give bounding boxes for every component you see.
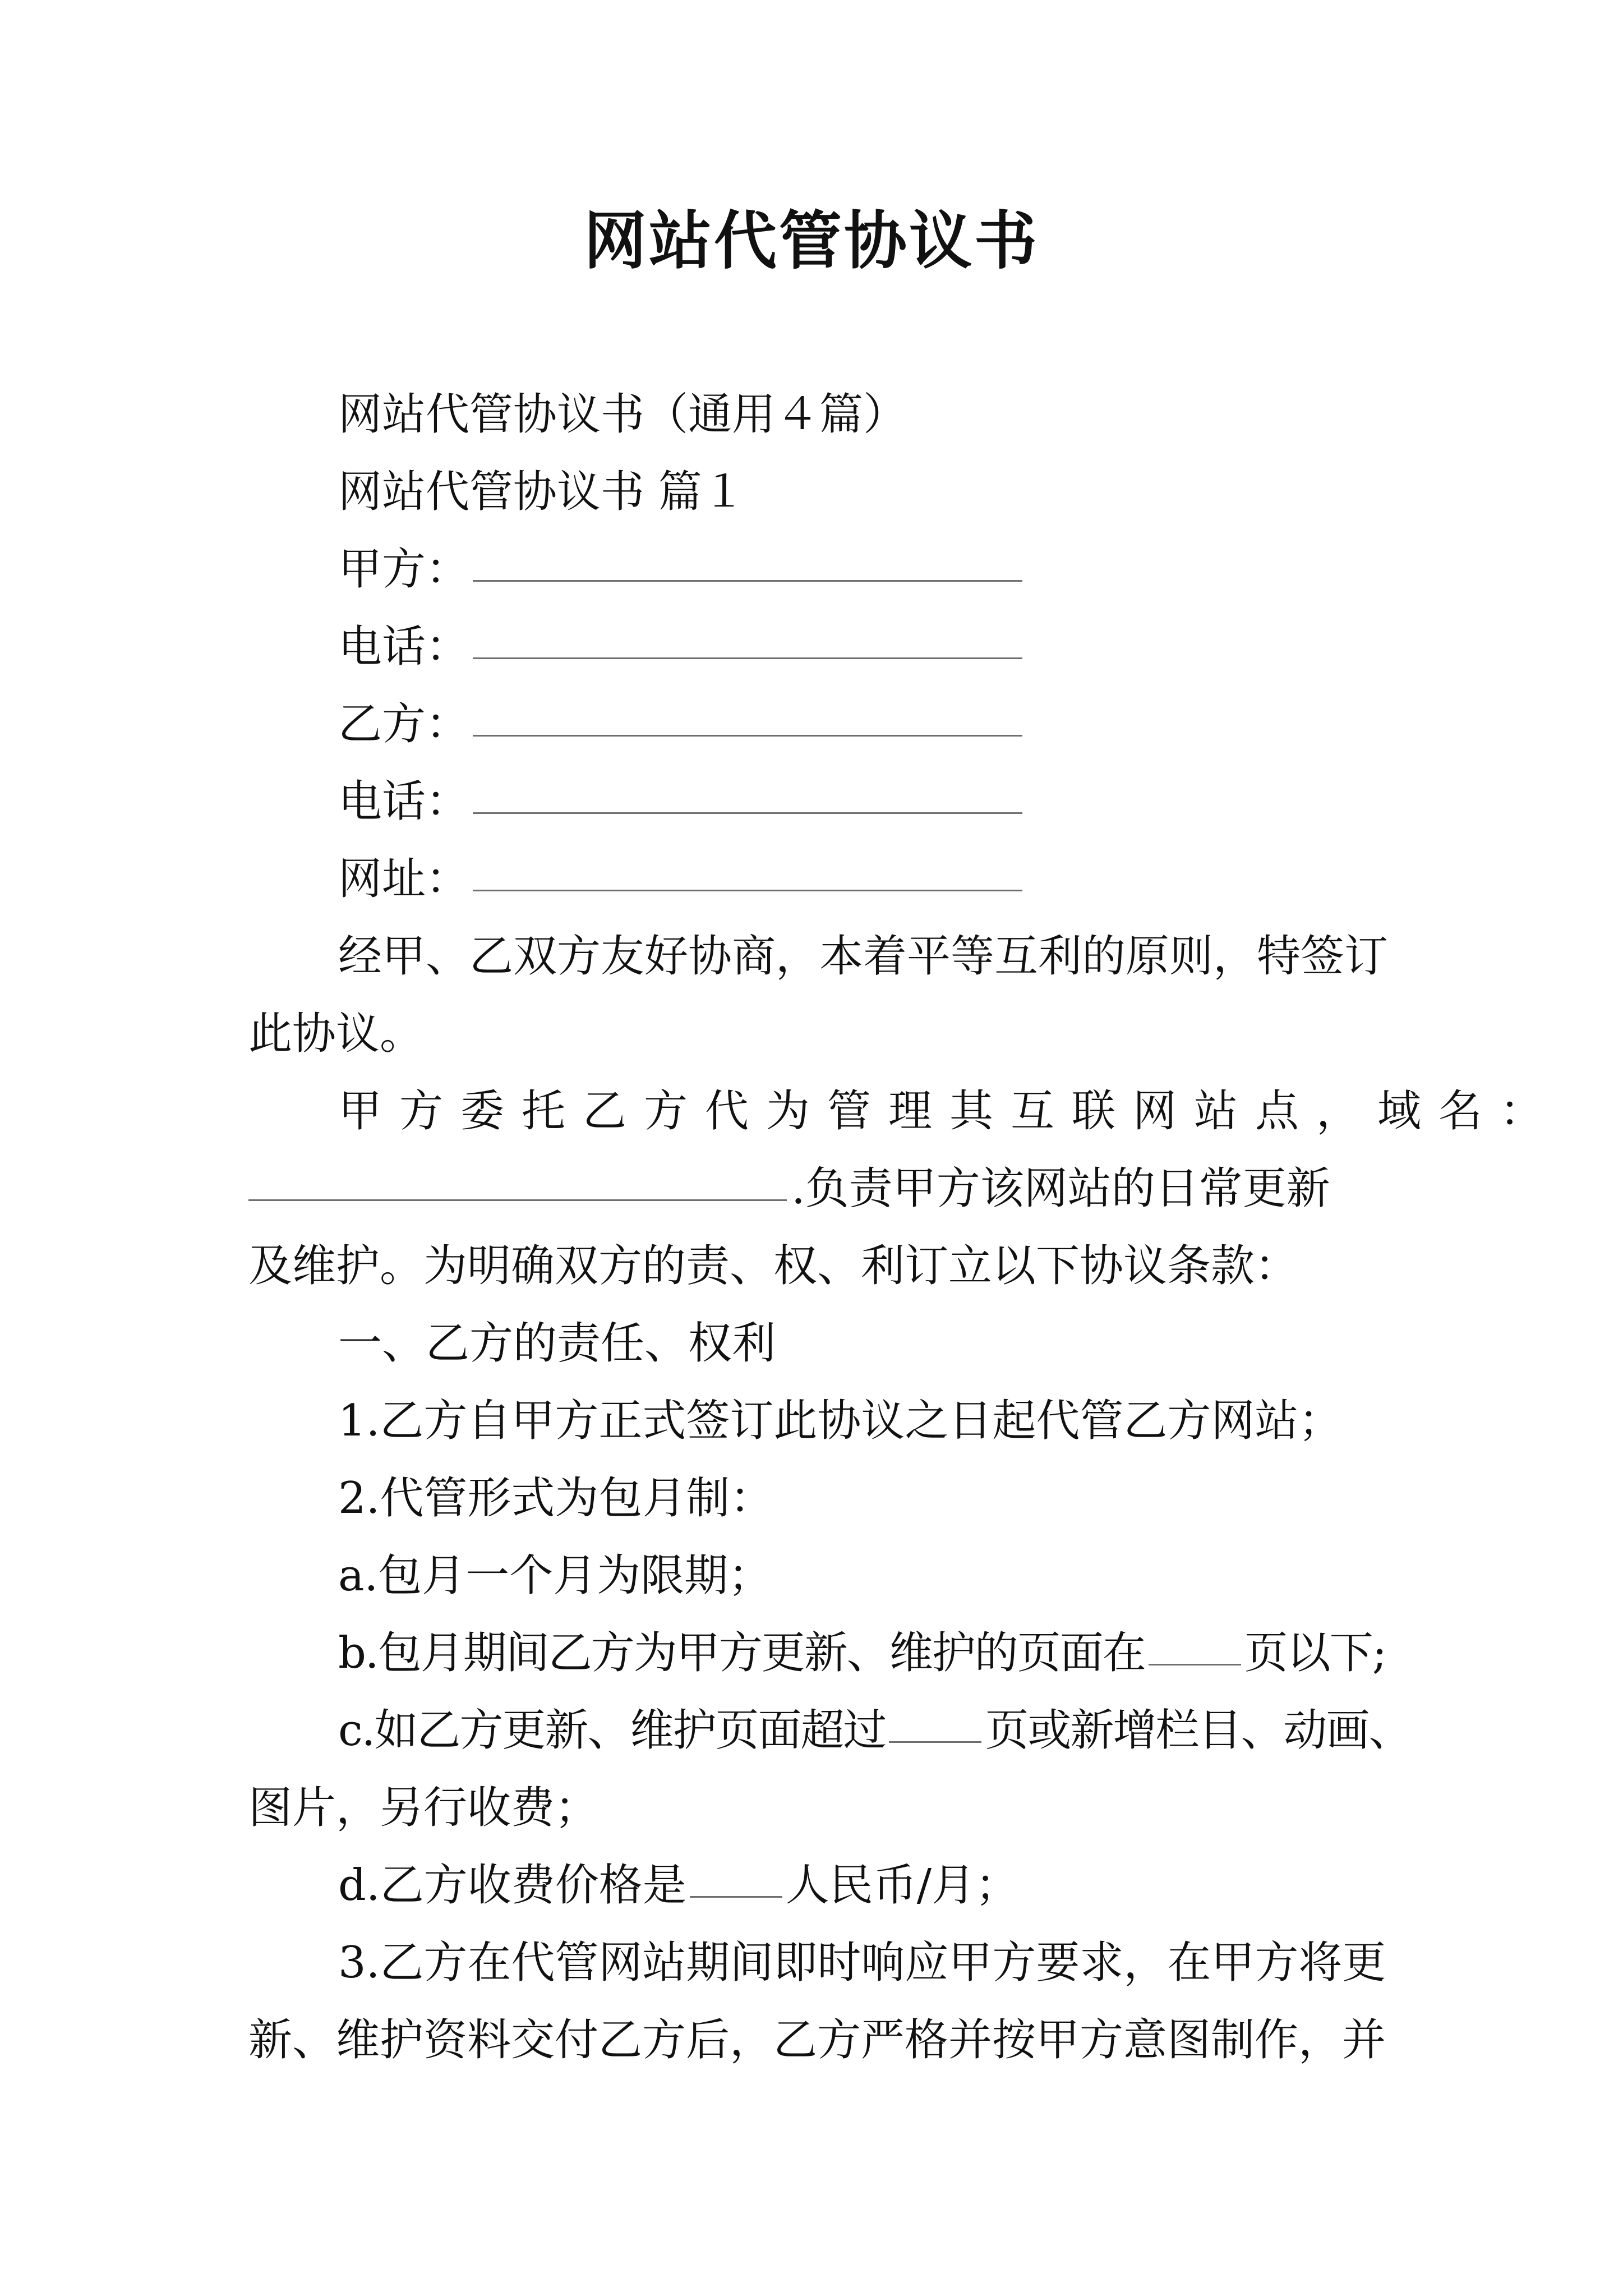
part-heading: 网站代管协议书 篇１ bbox=[338, 467, 746, 517]
document-title: 网站代管协议书 bbox=[584, 204, 1039, 278]
party-b-field bbox=[248, 685, 1381, 763]
item-c-text-after: 页或新增栏目、动画、 bbox=[985, 1705, 1412, 1756]
party-b-blank bbox=[473, 685, 1022, 737]
item-d bbox=[248, 1847, 1381, 1924]
website-field bbox=[248, 840, 1381, 918]
party-a-phone-field bbox=[248, 608, 1381, 685]
party-b-phone-label: 电话： bbox=[338, 776, 470, 827]
website-label: 网址： bbox=[338, 854, 470, 904]
item-b-page-blank bbox=[1149, 1614, 1241, 1665]
entrust-line-2 bbox=[248, 1150, 1381, 1227]
item-a: a.包月一个月为限期； bbox=[338, 1550, 772, 1601]
party-a-blank bbox=[473, 531, 1022, 582]
item-b bbox=[248, 1614, 1386, 1692]
item-d-price-blank bbox=[690, 1847, 782, 1898]
website-blank bbox=[473, 840, 1022, 891]
item-c-text-before: c.如乙方更新、维护页面超过 bbox=[338, 1705, 886, 1756]
item-b-text-after: 页以下; bbox=[1244, 1628, 1386, 1678]
section-heading-1: 一、乙方的责任、权利 bbox=[338, 1318, 776, 1369]
entrust-line-2-text: .负责甲方该网站的日常更新 bbox=[791, 1163, 1330, 1214]
item-b-text-before: b.包月期间乙方为甲方更新、维护的页面在 bbox=[338, 1628, 1145, 1678]
item-2: 2.代管形式为包月制： bbox=[338, 1473, 774, 1524]
party-b-phone-field bbox=[248, 763, 1381, 840]
item-3-line-1: 3.乙方在代管网站期间即时响应甲方要求，在甲方将更 bbox=[338, 1938, 1386, 1988]
party-a-field bbox=[248, 531, 1381, 608]
item-d-text-before: d.乙方收费价格是 bbox=[338, 1860, 686, 1911]
item-c-page-blank bbox=[889, 1692, 981, 1743]
party-b-label: 乙方： bbox=[338, 699, 470, 749]
party-b-phone-blank bbox=[473, 763, 1022, 814]
item-d-text-after: 人民币/月； bbox=[785, 1860, 1020, 1911]
document-subtitle: 网站代管协议书（通用４篇） bbox=[338, 389, 907, 440]
entrust-line-1: 甲方委托乙方代为管理其互联网站点，域名： bbox=[338, 1086, 1561, 1137]
entrust-line-3: 及维护。为明确双方的责、权、利订立以下协议条款： bbox=[248, 1241, 1299, 1291]
document-body bbox=[248, 376, 1561, 2079]
item-c-line-2: 图片，另行收费； bbox=[248, 1783, 599, 1833]
item-c bbox=[248, 1692, 1412, 1769]
intro-line-1: 经甲、乙双方友好协商，本着平等互利的原则，特签订 bbox=[338, 931, 1389, 982]
item-1: 1.乙方自甲方正式签订此协议之日起代管乙方网站； bbox=[338, 1396, 1343, 1446]
party-a-phone-blank bbox=[473, 608, 1022, 659]
item-3-line-2: 新、维护资料交付乙方后，乙方严格并按甲方意图制作，并 bbox=[248, 2015, 1386, 2065]
intro-line-2: 此协议。 bbox=[248, 1009, 424, 1059]
party-a-label: 甲方： bbox=[338, 544, 470, 595]
domain-blank bbox=[248, 1150, 787, 1201]
party-a-phone-label: 电话： bbox=[338, 622, 470, 672]
